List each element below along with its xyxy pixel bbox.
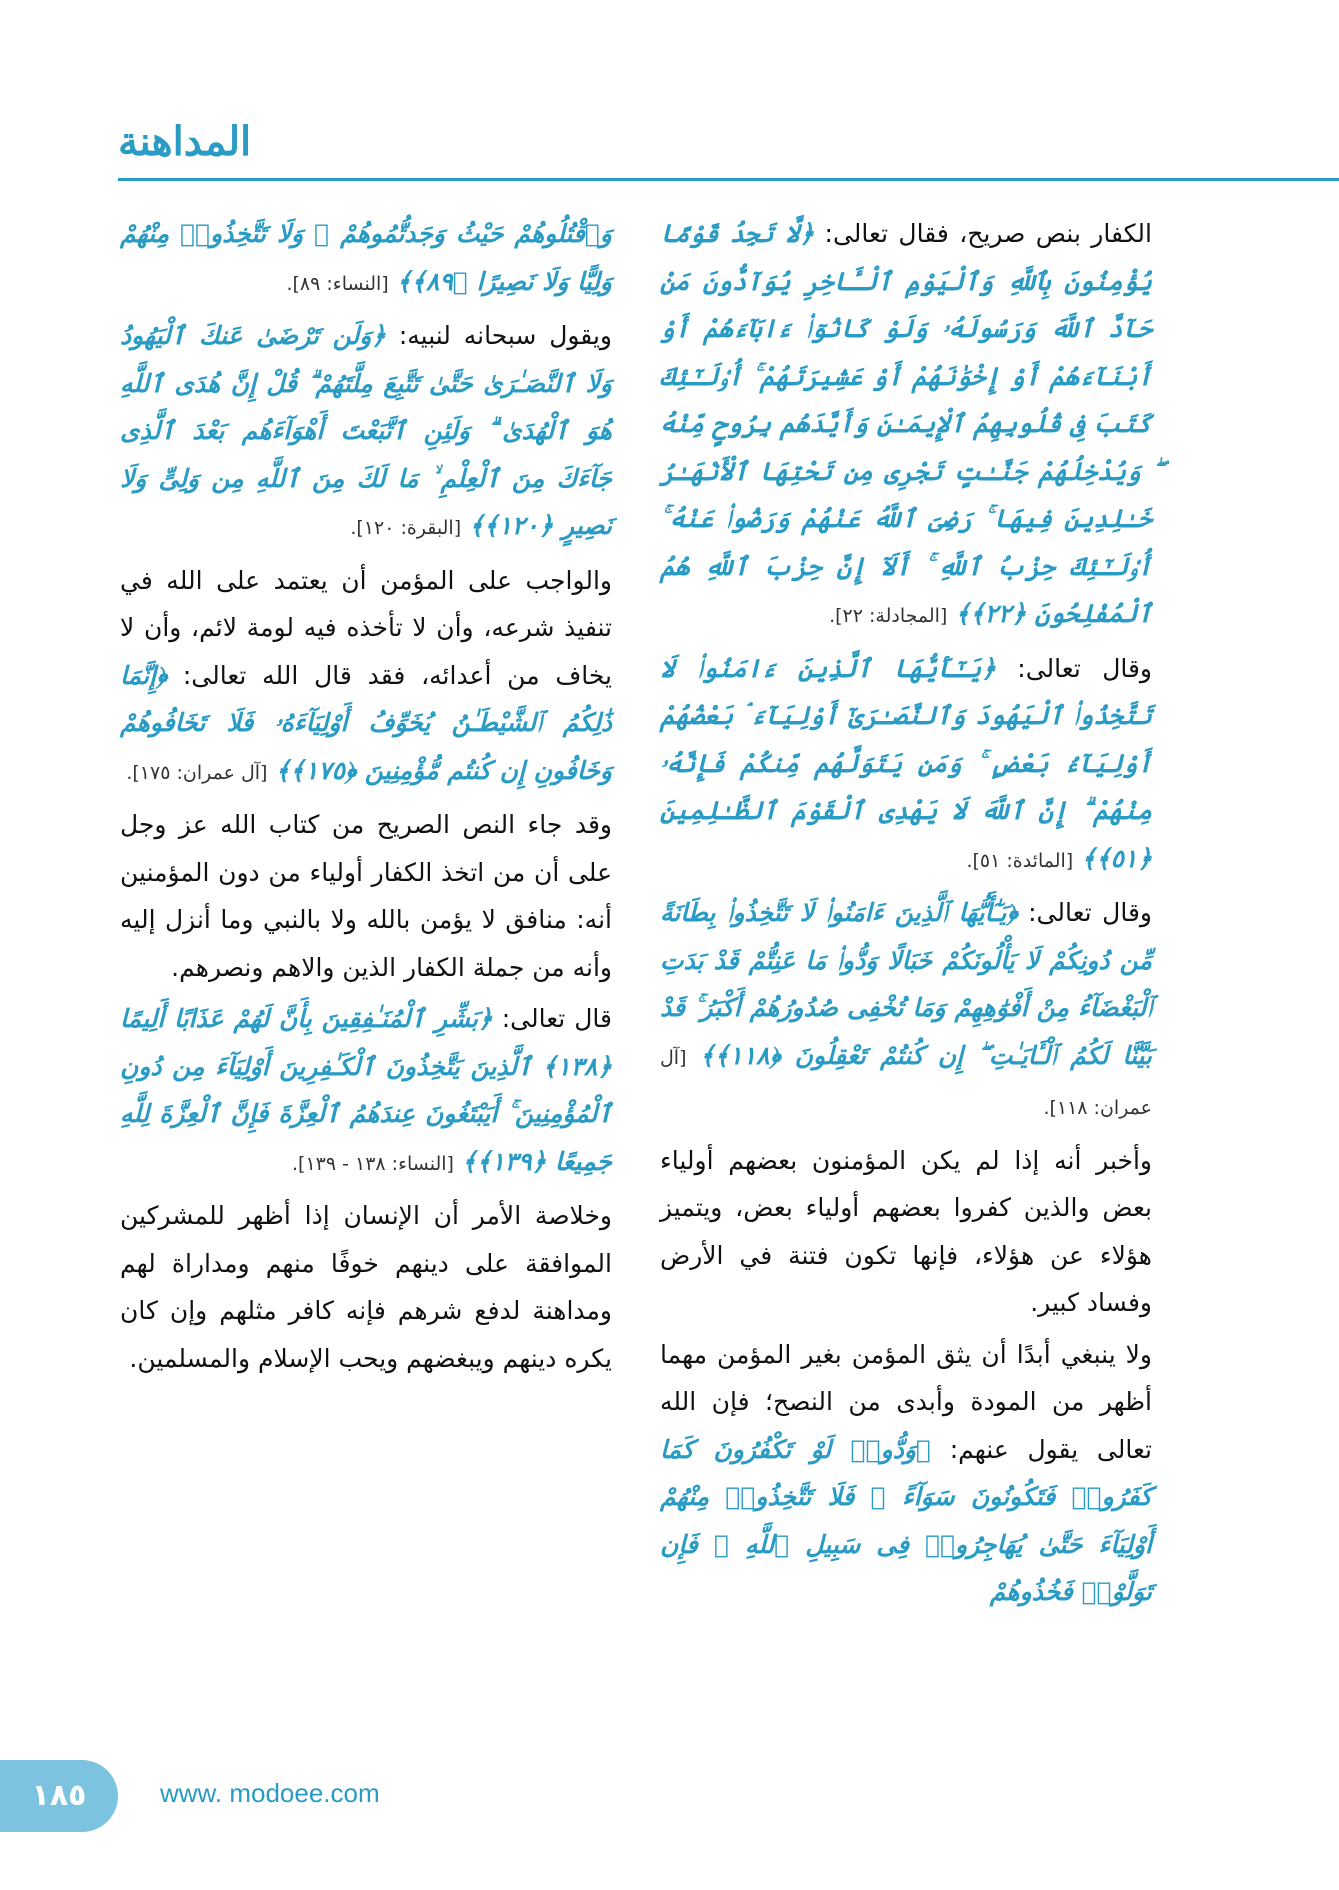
paragraph [660, 1331, 1152, 1616]
paragraph-text: قال تعالى: [501, 1004, 612, 1033]
quran-verse: ﴿وَلَن تَرْضَىٰ عَنكَ ٱلْيَهُودُ وَلَا ٱلنَّصَـٰرَىٰ حَتَّىٰ تَتَّبِعَ مِلَّتَهُمْ ۗ قُلْ إِنَّ هُدَى ٱللَّهِ هُوَ ٱلْهُدَىٰ ۗ وَلَئِنِ ٱتَّبَعْتَ أَهْوَآءَهُم بَعْدَ ٱلَّذِى جَآءَكَ مِنَ ٱلْعِلْمِ ۙ مَا لَكَ مِنَ ٱللَّهِ مِن وَلِىٍّ وَلَا نَصِيرٍ ﴿١٢٠﴾﴾ [120, 321, 612, 540]
website-url[interactable]: www. modoee.com [160, 1778, 380, 1808]
paragraph [120, 557, 612, 798]
paragraph [120, 801, 612, 991]
quran-verse: ﴿بَشِّرِ ٱلْمُنَـٰفِقِينَ بِأَنَّ لَهُمْ عَذَابًا أَلِيمًا ﴿١٣٨﴾ ٱلَّذِينَ يَتَّخِذُونَ ٱلْكَـٰفِرِينَ أَوْلِيَآءَ مِن دُونِ ٱلْمُؤْمِنِينَ ۚ أَيَبْتَغُونَ عِندَهُمُ ٱلْعِزَّةَ فَإِنَّ ٱلْعِزَّةَ لِلَّهِ جَمِيعًا ﴿١٣٩﴾﴾ [120, 1004, 612, 1176]
page-number: ١٨٥ [31, 1778, 87, 1813]
paragraph-text: وقد جاء النص الصريح من كتاب الله عز وجل على أن من اتخذ الكفار أولياء من دون المؤمنين أنه: منافق لا يؤمن بالله ولا بالنبي وما أنزل إليه وأنه من جملة الكفار الذين والاهم ونصرهم. [120, 810, 612, 982]
verse-reference: [البقرة: ١٢٠]. [350, 517, 462, 539]
paragraph [660, 1137, 1152, 1327]
paragraph-text: والواجب على المؤمن أن يعتمد على الله في تنفيذ شرعه، وأن لا تأخذه فيه لومة لائم، وأن لا يخاف من أعدائه، فقد قال الله تعالى: [120, 565, 612, 690]
paragraph-text: وقال تعالى: [1028, 898, 1152, 927]
verse-reference: [النساء: ٨٩]. [286, 272, 389, 295]
verse-reference: [النساء: ١٣٨ - ١٣٩]. [292, 1152, 454, 1175]
paragraph [120, 312, 612, 553]
quran-verse: وَٱقْتُلُوهُمْ حَيْثُ وَجَدتُّمُوهُمْ ۖ وَلَا تَتَّخِذُوا۟ مِنْهُمْ وَلِيًّا وَلَا نَصِيرًا ﴿٨٩﴾﴾ [120, 219, 612, 296]
paragraph [120, 1192, 612, 1382]
paragraph-text: وخلاصة الأمر أن الإنسان إذا أظهر للمشركين الموافقة على دينهم خوفًا منهم ومداراة لهم ومداهنة لدفع شرهم فإنه كافر مثلهم وإن كان يكره دينهم ويبغضهم ويحب الإسلام والمسلمين. [120, 1201, 612, 1373]
paragraph-text: ولا ينبغي أبدًا أن يثق المؤمن بغير المؤمن مهما أظهر من المودة وأبدى من النصح؛ فإن الله تعالى يقول عنهم: [660, 1339, 1152, 1464]
paragraph [120, 995, 612, 1188]
quran-verse: ﴿يَـٰٓأَيُّهَا ٱلَّذِينَ ءَامَنُوا۟ لَا تَتَّخِذُوا۟ بِطَانَةً مِّن دُونِكُمْ لَا يَأْلُونَكُمْ خَبَالًا وَدُّوا۟ مَا عَنِتُّمْ قَدْ بَدَتِ ٱلْبَغْضَآءُ مِنْ أَفْوَٰهِهِمْ وَمَا تُخْفِى صُدُورُهُمْ أَكْبَرُ ۚ قَدْ بَيَّنَّا لَكُمُ ٱلْـَٔايَـٰتِ ۖ إِن كُنتُمْ تَعْقِلُونَ ﴿١١٨﴾﴾ [660, 898, 1152, 1070]
paragraph-text: الكفار بنص صريح، فقال تعالى: [824, 219, 1152, 248]
paragraph-text: وقال تعالى: [1017, 653, 1152, 683]
quran-verse: ﴿يَـٰٓأَيُّهَا ٱلَّذِينَ ءَامَنُوا۟ لَا تَتَّخِذُوا۟ ٱلْيَهُودَ وَٱلنَّصَـٰرَىٰٓ أَوْلِيَآءَ ۘ بَعْضُهُمْ أَوْلِيَآءُ بَعْضٍ ۚ وَمَن يَتَوَلَّهُم مِّنكُمْ فَإِنَّهُۥ مِنْهُمْ ۗ إِنَّ ٱللَّهَ لَا يَهْدِى ٱلْقَوْمَ ٱلظَّـٰلِمِينَ ﴿٥١﴾﴾ [660, 653, 1152, 873]
header-divider [118, 178, 1339, 181]
paragraph [660, 889, 1152, 1133]
right-column [660, 210, 1152, 1620]
quran-verse: ﴿لَّا تَجِدُ قَوْمًا يُؤْمِنُونَ بِٱللَّهِ وَٱلْيَوْمِ ٱلْـَٔاخِرِ يُوَآدُّونَ مَنْ حَآدَّ ٱللَّهَ وَرَسُولَهُۥ وَلَوْ كَانُوٓا۟ ءَابَآءَهُمْ أَوْ أَبْنَآءَهُمْ أَوْ إِخْوَٰنَهُمْ أَوْ عَشِيرَتَهُمْ ۚ أُو۟لَـٰٓئِكَ كَتَبَ فِى قُلُوبِهِمُ ٱلْإِيمَـٰنَ وَأَيَّدَهُم بِرُوحٍ مِّنْهُ ۖ وَيُدْخِلُهُمْ جَنَّـٰتٍ تَجْرِى مِن تَحْتِهَا ٱلْأَنْهَـٰرُ خَـٰلِدِينَ فِيهَا ۚ رَضِىَ ٱللَّهُ عَنْهُمْ وَرَضُوا۟ عَنْهُ ۚ أُو۟لَـٰٓئِكَ حِزْبُ ٱللَّهِ ۚ أَلَآ إِنَّ حِزْبَ ٱللَّهِ هُمُ ٱلْمُفْلِحُونَ ﴿٢٢﴾﴾ [660, 219, 1152, 628]
verse-reference: [المائدة: ٥١]. [966, 849, 1074, 872]
paragraph [120, 210, 612, 308]
paragraph [660, 645, 1152, 886]
left-column [120, 210, 612, 1386]
page-title: المداهنة [118, 118, 252, 165]
quran-verse: ﴿وَدُّوا۟ لَوْ تَكْفُرُونَ كَمَا كَفَرُوا۟ فَتَكُونُونَ سَوَآءً ۖ فَلَا تَتَّخِذُوا۟ مِنْهُمْ أَوْلِيَآءَ حَتَّىٰ يُهَاجِرُوا۟ فِى سَبِيلِ ٱللَّهِ ۚ فَإِن تَوَلَّوْا۟ فَخُذُوهُمْ [660, 1434, 1152, 1606]
paragraph-text: ويقول سبحانه لنبيه: [398, 321, 612, 350]
verse-reference: [آل عمران: ١٧٥]. [126, 761, 268, 784]
verse-reference: [آل عمران: ١١٨]. [660, 1046, 1152, 1119]
quran-verse: ﴿إِنَّمَا ذَٰلِكُمُ ٱلشَّيْطَـٰنُ يُخَوِّفُ أَوْلِيَآءَهُۥ فَلَا تَخَافُوهُمْ وَخَافُونِ إِن كُنتُم مُّؤْمِنِينَ ﴿١٧٥﴾﴾ [120, 660, 612, 785]
paragraph-text: وأخبر أنه إذا لم يكن المؤمنون بعضهم أولياء بعض والذين كفروا بعضهم أولياء بعض، ويتميز هؤلاء عن هؤلاء، فإنها تكون فتنة في الأرض وفساد كبير. [660, 1145, 1152, 1317]
paragraph [660, 210, 1152, 641]
verse-reference: [المجادلة: ٢٢]. [829, 605, 948, 627]
